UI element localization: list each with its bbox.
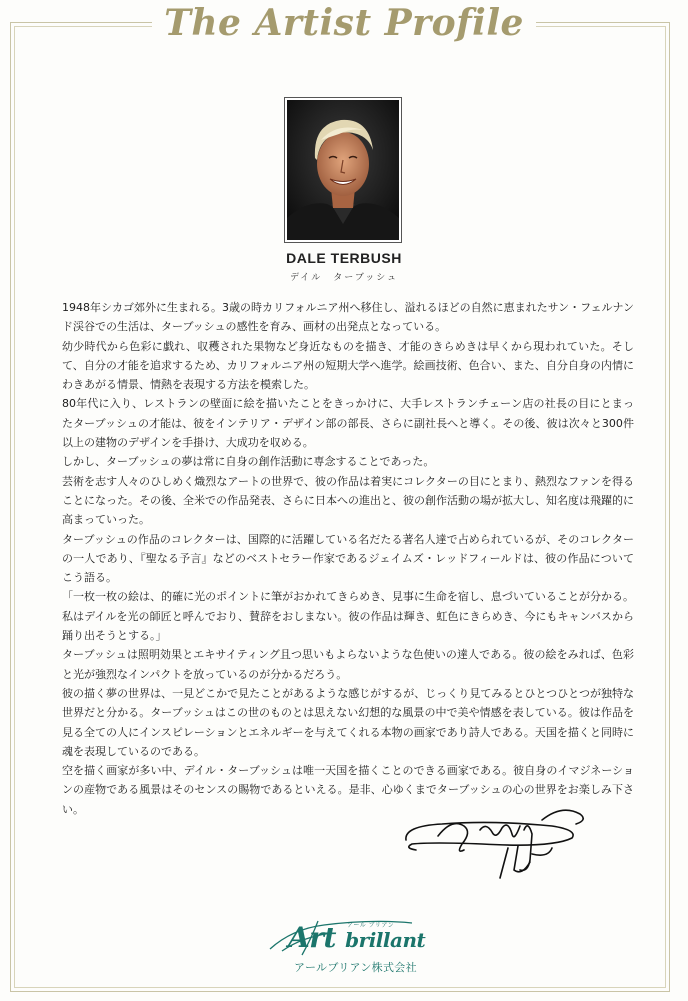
bio-paragraph: 80年代に入り、レストランの壁面に絵を描いたことをきっかけに、大手レストランチェーン店の社長の目にとまったターブッシュの才能は、彼をインテリア・デザイン部の部長、さらに副社長へと導く。その後、彼は次々と300件以上の建物のデザインを手掛け、大成功を収める。 xyxy=(62,397,634,450)
company-name: アールブリアン株式会社 xyxy=(294,961,417,974)
bio-quote: 「一枚一枚の絵は、的確に光のポイントに筆がおかれてきらめき、見事に生命を宿し、息づいていることが分かる。私はデイルを光の師匠と呼んでおり、賛辞をおしまない。彼の作品は輝き、虹色にきらめき、今にもキャンバスから踊り出そうとする。」 xyxy=(62,590,634,643)
logo-rest: rt xyxy=(309,921,346,954)
biography xyxy=(62,298,634,819)
bio-paragraph: 彼の描く夢の世界は、一見どこかで見たことがあるような感じがするが、じっくり見てみるとひとつひとつが独特な世界だと分かる。ターブッシュはこの世のものとは思えない幻想的な風景の中で美や情感を表している。彼は作品を見る全ての人にインスピレーションとエネルギーを与えてくれる本物の画家であり詩人である。天国を描くと同時に魂を表現しているのである。 xyxy=(62,686,634,758)
bio-paragraph: ターブッシュの作品のコレクターは、国際的に活躍している名だたる著名人達で占められているが、そのコレクターの一人であり、『聖なる予言』などのベストセラー作家であるジェイムズ・レッドフィールドは、彼の作品についてこう語る。 xyxy=(62,532,634,585)
bio-paragraph: 空を描く画家が多い中、デイル・ターブッシュは唯一天国を描くことのできる画家である。彼自身のイマジネーションの産物である風景はそのセンスの賜物であるといえる。是非、心ゆくまでターブッシュの心の世界をお楽しみ下さい。 xyxy=(62,764,634,816)
logo-brillant: brillant xyxy=(345,928,426,952)
bio-paragraph: ターブッシュは照明効果とエキサイティング且つ思いもよらないような色使いの達人である。彼の絵をみれば、色彩と光が強烈なインパクトを放っているのが分かるだろう。 xyxy=(62,648,634,681)
bio-paragraph: しかし、ターブッシュの夢は常に自身の創作活動に専念することであった。 xyxy=(62,455,435,469)
logo-wordmark xyxy=(288,921,425,954)
logo-kana: アール ブリアン xyxy=(347,922,395,929)
artist-portrait xyxy=(284,97,402,243)
artist-signature xyxy=(402,800,594,880)
portrait-photo xyxy=(287,100,399,240)
signature-drawing xyxy=(402,800,594,880)
artist-name-kana: デイル ターブッシュ xyxy=(289,273,399,283)
bio-paragraph: 芸術を志す人々のひしめく熾烈なアートの世界で、彼の作品は着実にコレクターの目にとまり、熱烈なファンを得ることになった。その後、全米での作品発表、さらに日本への進出と、彼の創作活動の場が拡大し、知名度は飛躍的に高まっていった。 xyxy=(62,474,634,527)
bio-paragraph: 幼少時代から色彩に戯れ、収穫された果物など身近なものを描き、才能のきらめきは早くから現われていた。そして、自分の才能を追求するため、カリフォルニア州の短期大学へ進学。絵画技術、色合い、また、自分自身の内情にわきあがる情景、情熱を表現する方法を模索した。 xyxy=(62,339,634,392)
artist-name: DALE TERBUSH xyxy=(286,250,402,266)
logo-initial: A xyxy=(288,921,310,954)
bio-paragraph: 1948年シカゴ郊外に生まれる。3歳の時カリフォルニア州へ移住し、溢れるほどの自然に恵まれたサン・フェルナンド渓谷での生活は、ターブッシュの感性を育み、画材の出発点となっている。 xyxy=(62,301,634,334)
page-title xyxy=(0,2,688,44)
page-title-text: The Artist Profile xyxy=(152,2,536,44)
